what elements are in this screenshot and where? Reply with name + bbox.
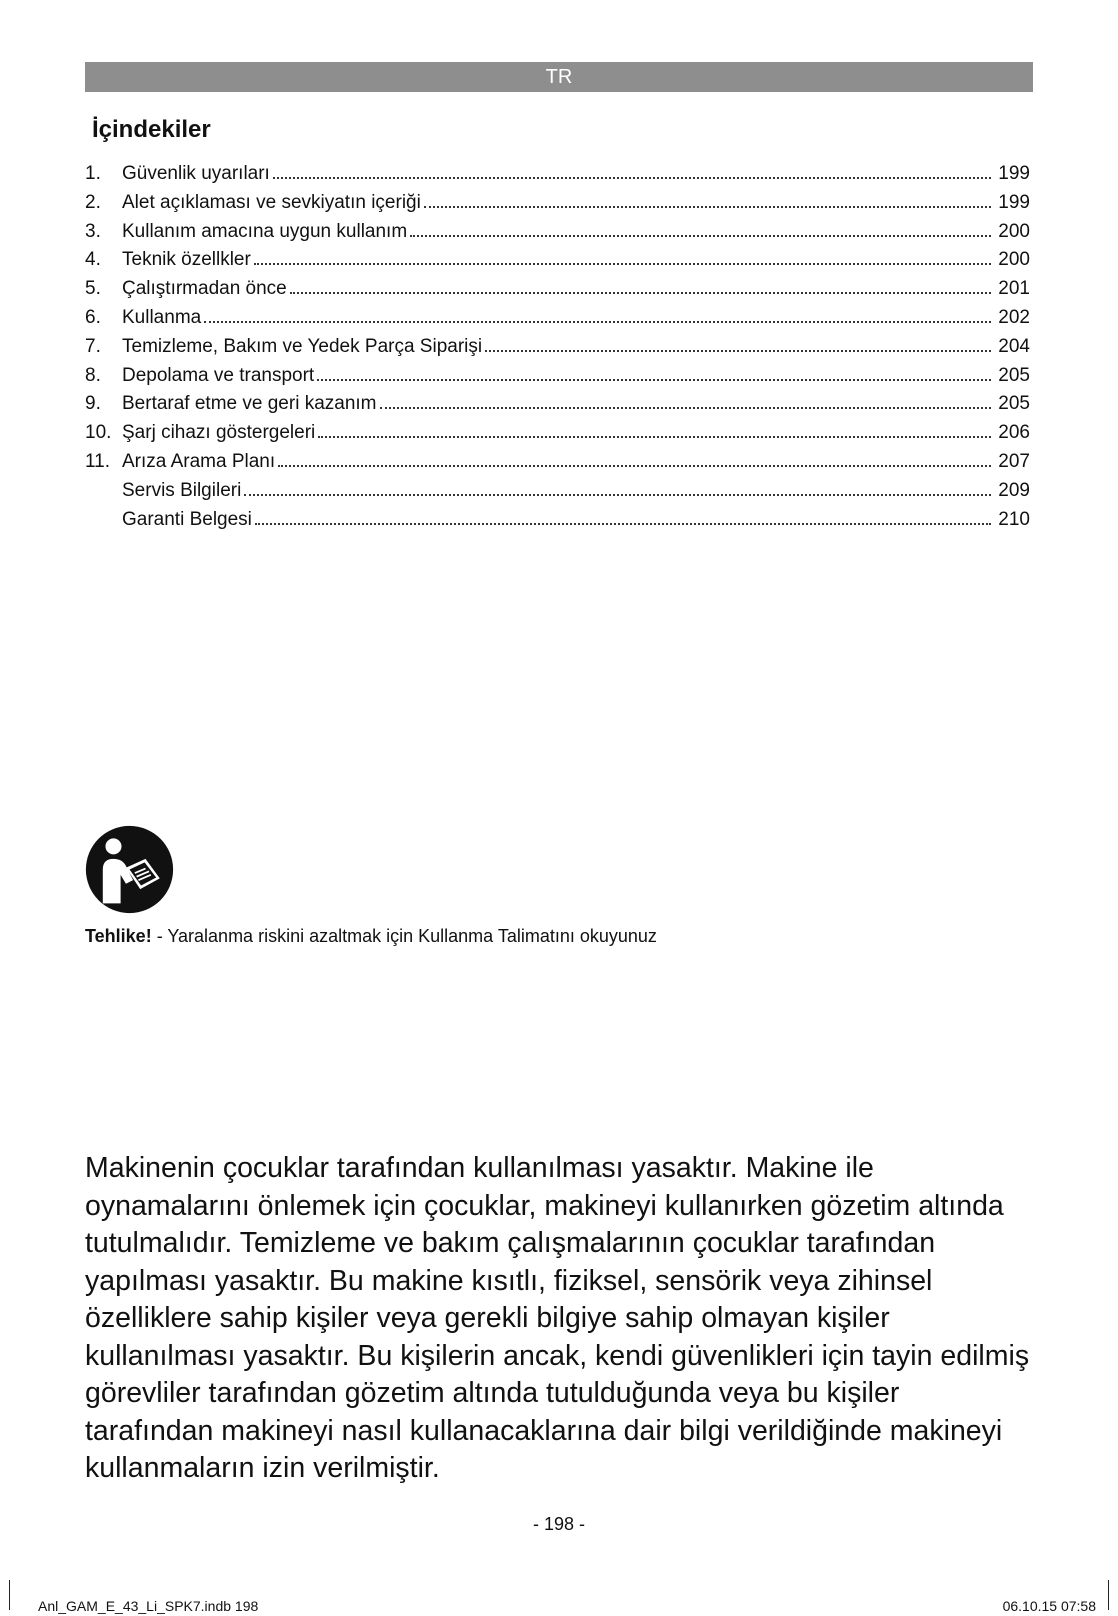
toc-item-label: Bertaraf etme ve geri kazanım: [122, 393, 377, 415]
warning-label: Tehlike!: [85, 926, 152, 946]
footer-file-info: Anl_GAM_E_43_Li_SPK7.indb 198: [38, 1598, 259, 1614]
toc-item-page: 205: [998, 364, 1030, 386]
toc-item[interactable]: [85, 362, 1030, 391]
toc-dot-leader: [485, 350, 991, 352]
toc-item-label: Güvenlik uyarıları: [122, 163, 270, 184]
warning-line: [85, 926, 657, 947]
toc-item-label: Çalıştırmadan önce: [122, 278, 287, 300]
toc-item-label: Teknik özellkler: [122, 249, 251, 271]
toc-item-page: 209: [998, 479, 1030, 501]
toc-item[interactable]: [85, 246, 1030, 275]
toc-dot-leader: [318, 436, 991, 438]
toc-item[interactable]: [85, 477, 1030, 506]
toc-item-number: 2.: [85, 191, 101, 213]
toc-item-page: 201: [998, 278, 1030, 300]
toc-item[interactable]: [85, 160, 1030, 189]
toc-item-page: 205: [998, 393, 1030, 415]
toc-item[interactable]: [85, 390, 1030, 419]
toc-item-page: 202: [998, 306, 1030, 328]
toc-item[interactable]: [85, 304, 1030, 333]
toc-item-number: 11.: [85, 450, 111, 472]
toc-item-page: 207: [998, 450, 1030, 472]
toc-item-number: 9.: [85, 393, 101, 415]
toc-dot-leader: [278, 465, 991, 467]
toc-item-number: 4.: [85, 249, 101, 271]
toc-dot-leader: [273, 177, 991, 179]
toc-item-page: 210: [998, 508, 1030, 530]
toc-title: İçindekiler: [92, 116, 211, 143]
toc-dot-leader: [380, 407, 992, 409]
toc-item-number: 8.: [85, 364, 101, 386]
toc-item[interactable]: [85, 333, 1030, 362]
toc-dot-leader: [317, 379, 991, 381]
toc-item-number: 1.: [85, 163, 101, 184]
toc-dot-leader: [255, 523, 991, 525]
toc-item-label: Garanti Belgesi: [122, 508, 252, 530]
child-safety-notice: Makinenin çocuklar tarafından kullanılması yasaktır. Makine ile oynamalarını önlemek için çocuklar, makineyi kullanırken gözetim altında tutulmalıdır. Temizleme ve bakım çalışmalarının çocuklar tarafından yapılması yasaktır. Bu makine kısıtlı, fiziksel, sensörik veya zihinsel özelliklere sahip kişiler veya gerekli bilgiye sahip olmayan kişiler kullanılması yasaktır. Bu kişilerin ancak, kendi güvenlikleri için tayin edilmiş görevliler tarafından gözetim altında tutulduğunda veya bu kişiler tarafından makineyi nasıl kullanacaklarına dair bilgi verildiğinde makineyi kullanmaların izin verilmiştir.: [85, 1152, 1030, 1484]
toc-item[interactable]: [85, 275, 1030, 304]
toc-item-page: 200: [998, 220, 1030, 242]
toc-item-label: Alet açıklaması ve sevkiyatın içeriği: [122, 191, 421, 213]
toc-item-number: 3.: [85, 220, 101, 242]
toc-item-page: 206: [998, 422, 1030, 444]
page-number: - 198 -: [532, 1514, 586, 1534]
toc-item-label: Servis Bilgileri: [122, 479, 242, 501]
toc-dot-leader: [410, 235, 991, 237]
language-header-bar: TR: [85, 62, 1033, 92]
warning-text: - Yaralanma riskini azaltmak için Kullanma Talimatını okuyunuz: [151, 926, 657, 946]
toc-dot-leader: [254, 263, 991, 265]
toc-item-label: Arıza Arama Planı: [122, 450, 276, 472]
crop-mark-right: [1108, 1580, 1109, 1610]
crop-mark-left: [9, 1580, 10, 1610]
toc-dot-leader: [204, 321, 991, 323]
toc-item-page: 199: [998, 163, 1030, 184]
toc-dot-leader: [290, 292, 991, 294]
toc-dot-leader: [244, 494, 991, 496]
toc-item[interactable]: [85, 189, 1030, 218]
toc-item-number: 7.: [85, 335, 101, 357]
toc-item-page: 199: [998, 191, 1030, 213]
toc-item-label: Kullanma: [122, 306, 202, 328]
toc-item-label: Depolama ve transport: [122, 364, 315, 386]
toc-item[interactable]: [85, 218, 1030, 247]
toc-item[interactable]: [85, 448, 1030, 477]
read-manual-icon: [85, 825, 174, 914]
toc-item-number: 10.: [85, 422, 112, 444]
toc-dot-leader: [424, 206, 991, 208]
toc-item-page: 200: [998, 249, 1030, 271]
toc-item-label: Kullanım amacına uygun kullanım: [122, 220, 408, 242]
toc-item-label: Şarj cihazı göstergeleri: [122, 422, 316, 444]
toc-item-page: 204: [998, 335, 1030, 357]
toc-item[interactable]: [85, 506, 1030, 535]
table-of-contents: [85, 160, 1030, 534]
toc-item[interactable]: [85, 419, 1030, 448]
toc-item-number: 6.: [85, 306, 101, 328]
footer-timestamp: 06.10.15 07:58: [1002, 1598, 1096, 1614]
toc-item-number: 5.: [85, 278, 101, 300]
toc-item-label: Temizleme, Bakım ve Yedek Parça Siparişi: [122, 335, 483, 357]
